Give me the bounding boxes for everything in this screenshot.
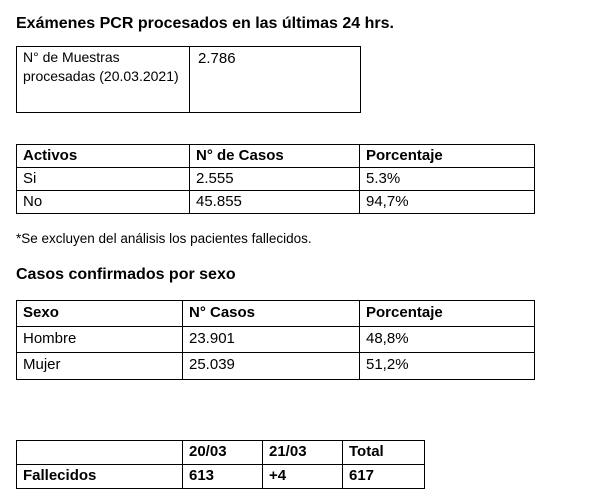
activos-table [16,144,535,214]
sexo-header-sexo: Sexo [17,301,183,327]
activos-header-porcentaje: Porcentaje [360,145,535,168]
page-title: Exámenes PCR procesados en las últimas 24 hrs. [16,15,394,32]
fallecidos-label: Fallecidos [17,465,183,489]
sexo-cell: Mujer [17,353,183,380]
fallecidos-header-total: Total [343,441,425,465]
activos-cell: Si [17,168,190,191]
sexo-section-title: Casos confirmados por sexo [16,266,236,283]
table-row [17,353,535,380]
muestras-value: 2.786 [190,47,361,113]
table-row [17,191,535,214]
sexo-header-porcentaje: Porcentaje [360,301,535,327]
fallecidos-value: 613 [183,465,263,489]
sexo-cell: Hombre [17,327,183,353]
activos-header-casos: N° de Casos [190,145,360,168]
footnote: *Se excluyen del análisis los pacientes fallecidos. [16,231,312,246]
activos-cell: 2.555 [190,168,360,191]
activos-cell: 5.3% [360,168,535,191]
sexo-table [16,300,535,380]
activos-cell: No [17,191,190,214]
fallecidos-header-date-2: 21/03 [263,441,343,465]
table-row [17,47,361,113]
table-header-row [17,441,425,465]
table-header-row [17,145,535,168]
sexo-cell: 51,2% [360,353,535,380]
sexo-cell: 48,8% [360,327,535,353]
fallecidos-value: +4 [263,465,343,489]
activos-cell: 94,7% [360,191,535,214]
activos-cell: 45.855 [190,191,360,214]
fallecidos-total-value: 617 [343,465,425,489]
sexo-cell: 23.901 [183,327,360,353]
table-row [17,327,535,353]
table-header-row [17,301,535,327]
fallecidos-header-empty [17,441,183,465]
sexo-cell: 25.039 [183,353,360,380]
fallecidos-table [16,440,425,489]
table-row [17,168,535,191]
muestras-table [16,46,361,113]
fallecidos-header-date-1: 20/03 [183,441,263,465]
activos-header-activos: Activos [17,145,190,168]
sexo-header-casos: N° Casos [183,301,360,327]
table-row [17,465,425,489]
muestras-label: N° de Muestras procesadas (20.03.2021) [17,47,190,113]
